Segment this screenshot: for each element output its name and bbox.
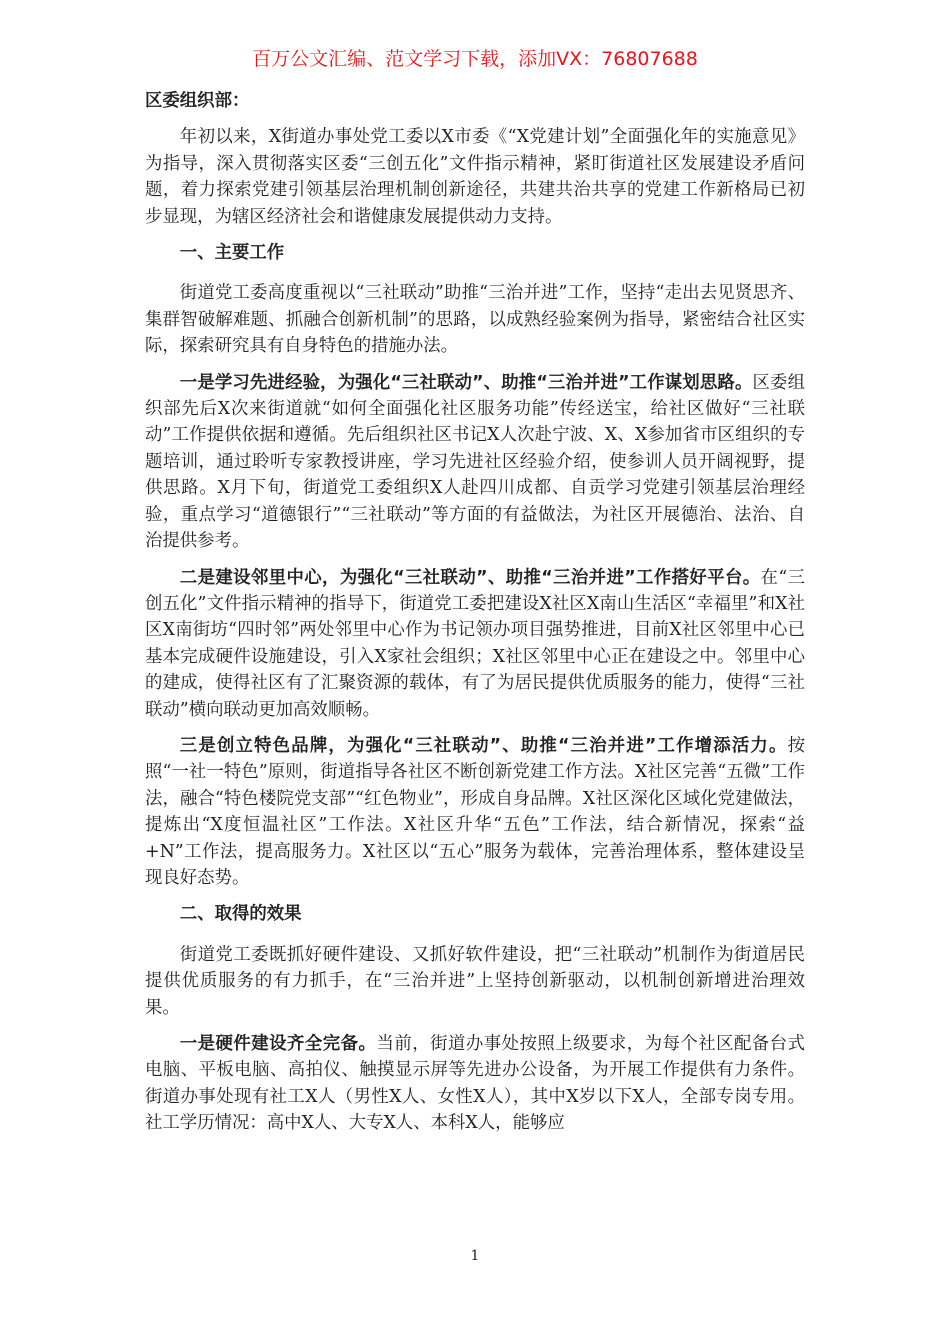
section-2-lead: 街道党工委既抓好硬件建设、又抓好软件建设，把“三社联动”机制作为街道居民提供优质服务的有力抓手，在“三治并进”上坚持创新驱动，以机制创新增进治理效果。 — [145, 944, 805, 1018]
page-number: 1 — [470, 1248, 480, 1264]
section-2-title: 二、取得的效果 — [179, 904, 302, 925]
section-1-item-2-heading: 二是建设邻里中心，为强化“三社联动”、助推“三治并进”工作搭好平台。 — [179, 567, 761, 588]
header-banner: 百万公文汇编、范文学习下载，添加VX：76807688 — [252, 48, 698, 70]
section-1-title: 一、主要工作 — [179, 243, 285, 264]
section-1-item-1 — [145, 370, 805, 555]
salutation: 区委组织部： — [145, 91, 250, 111]
section-1-item-3-heading: 三是创立特色品牌，为强化“三社联动”、助推“三治并进”工作增添活力。 — [179, 735, 788, 756]
section-1-lead: 街道党工委高度重视以“三社联动”助推“三治并进”工作，坚持“走出去见贤思齐、集群智破解难题、抓融合创新机制”的思路，以成熟经验案例为指导，紧密结合社区实际，探索研究具有自身特色的措施办法。 — [145, 283, 805, 357]
section-1-item-1-text: 区委组织部先后X次来街道就“如何全面强化社区服务功能”传经送宝，给社区做好“三社联动”工作提供依据和遵循。先后组织社区书记X人次赴宁波、X、X参加省市区组织的专题培训，通过聆听专家教授讲座，学习先进社区经验介绍，使参训人员开阔视野，提供思路。X月下旬，街道党工委组织X人赴四川成都、自贡学习党建引领基层治理经验，重点学习“道德银行”“三社联动”等方面的有益做法，为社区开展德治、法治、自治提供参考。 — [145, 372, 805, 552]
section-2-item-1-text: 当前，街道办事处按照上级要求，为每个社区配备台式电脑、平板电脑、高拍仪、触摸显示屏等先进办公设备，为开展工作提供有力条件。街道办事处现有社工X人（男性X人、女性X人），其中X岁以下X人，全部专岗专用。社工学历情况：高中X人、大专X人、本科X人，能够应 — [145, 1034, 805, 1134]
section-1-item-3-text: 按照“一社一特色”原则，街道指导各社区不断创新党建工作方法。X社区完善“五微”工作法，融合“特色楼院党支部”“红色物业”，形成自身品牌。X社区深化区域化党建做法，提炼出“X度恒温社区”工作法。X社区升华“五色”工作法，结合新情况，探索“益+N”工作法，提高服务力。X社区以“五心”服务为载体，完善治理体系，整体建设呈现良好态势。 — [145, 735, 805, 888]
section-2-item-1-heading: 一是硬件建设齐全完备。 — [179, 1034, 377, 1054]
section-1-item-3 — [145, 733, 805, 891]
intro-paragraph: 年初以来，X街道办事处党工委以X市委《“X党建计划”全面强化年的实施意见》为指导，深入贯彻落实区委“三创五化”文件指示精神，紧盯街道社区发展建设矛盾问题，着力探索党建引领基层治理机制创新途径，共建共治共享的党建工作新格局已初步显现，为辖区经济社会和谐健康发展提供动力支持。 — [145, 127, 805, 227]
section-1-item-1-heading: 一是学习先进经验，为强化“三社联动”、助推“三治并进”工作谋划思路。 — [179, 372, 753, 393]
section-1-item-2 — [145, 565, 805, 723]
section-2-item-1 — [145, 1031, 805, 1137]
section-1-item-2-text: 在“三创五化”文件指示精神的指导下，街道党工委把建设X社区X南山生活区“幸福里”和X社区X南街坊“四时邻”两处邻里中心作为书记领办项目强势推进，目前X社区邻里中心已基本完成硬件设施建设，引入X家社会组织；X社区邻里中心正在建设之中。邻里中心的建成，使得社区有了汇聚资源的载体，有了为居民提供优质服务的能力，使得“三社联动”横向联动更加高效顺畅。 — [145, 567, 805, 720]
document-body — [145, 88, 805, 1147]
